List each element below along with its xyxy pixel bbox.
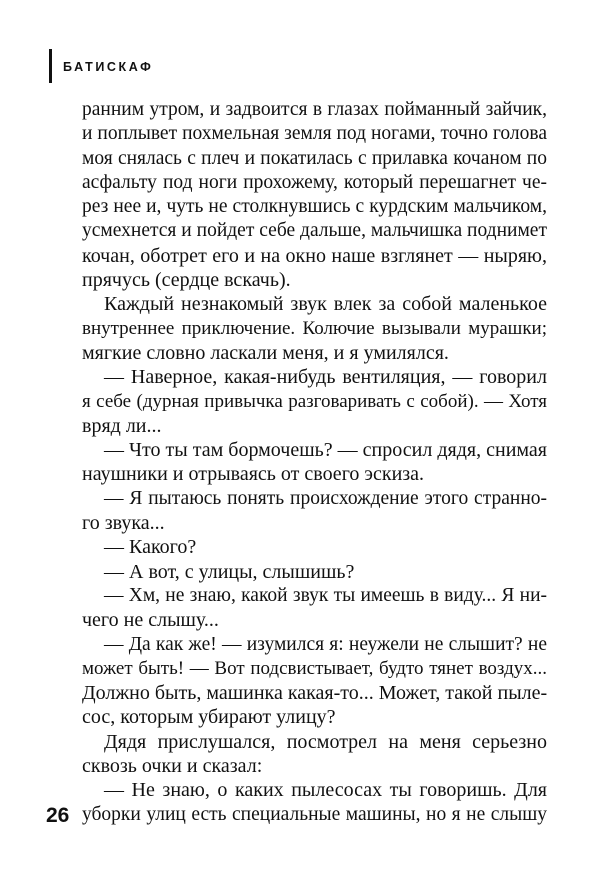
- body-text: [82, 98, 547, 827]
- text-line: Каждый незнакомый звук влек за собой маленькое: [104, 293, 547, 316]
- text-line: Должно быть, машинка какая-то... Может, такой пыле-: [82, 682, 548, 705]
- text-line: — Да как же! — изумился я: неужели не слышит? не: [104, 633, 547, 655]
- text-line: го звука...: [82, 512, 165, 535]
- text-line: и поплывет похмельная земля под ногами, точно голова: [82, 123, 547, 145]
- text-line: вряд ли...: [82, 414, 162, 437]
- text-line: — Наверное, какая-нибудь вентиляция, — говорил: [104, 366, 547, 389]
- text-line: мягкие словно ласкали меня, и я умилялся.: [82, 341, 449, 364]
- page-number: 26: [46, 804, 70, 827]
- text-line: ранним утром, и задвоится в глазах пойманный зайчик,: [82, 99, 547, 120]
- text-line: моя снялась с плеч и покатилась с прилавка кочаном по: [82, 147, 547, 169]
- text-line: внутреннее приключение. Колючие вызывали мурашки;: [82, 317, 547, 339]
- text-line: прячусь (сердце вскачь).: [82, 269, 291, 292]
- text-line: наушники и отрываясь от своего эскиза.: [82, 463, 425, 486]
- text-line: я себе (дурная привычка разговаривать с собой). — Хотя: [82, 390, 547, 412]
- text-line: — А вот, с улицы, слышишь?: [104, 560, 355, 583]
- text-line: асфальту под ноги прохожему, который перешагнет че-: [82, 171, 547, 193]
- running-header: БАТИСКАФ: [63, 60, 154, 74]
- text-line: сос, которым убирают улицу?: [82, 706, 336, 729]
- text-line: чего не слышу...: [82, 609, 219, 632]
- text-line: сквозь очки и сказал:: [82, 755, 263, 778]
- text-line: кочан, оботрет его и на окно наше взглянет — ныряю,: [82, 244, 547, 267]
- text-line: может быть! — Вот подсвистывает, будто тянет воздух...: [82, 657, 547, 679]
- text-line: — Что ты там бормочешь? — спросил дядя, снимая: [104, 439, 547, 462]
- text-line: уборки улиц есть специальные машины, но я не слышу: [82, 803, 547, 825]
- text-line: — Хм, не знаю, какой звук ты имеешь в виду... Я ни-: [104, 584, 547, 606]
- text-line: — Какого?: [104, 536, 197, 559]
- text-line: — Не знаю, о каких пылесосах ты говоришь. Для: [104, 779, 547, 802]
- text-line: рез нее и, чуть не столкнувшись с курдским мальчиком,: [82, 196, 547, 218]
- text-line: Дядя прислушался, посмотрел на меня серьезно: [104, 730, 547, 753]
- text-line: — Я пытаюсь понять происхождение этого странно-: [104, 487, 547, 509]
- text-line: усмехнется и пойдет себе дальше, мальчишка поднимет: [82, 220, 547, 242]
- header-rule: [49, 49, 52, 83]
